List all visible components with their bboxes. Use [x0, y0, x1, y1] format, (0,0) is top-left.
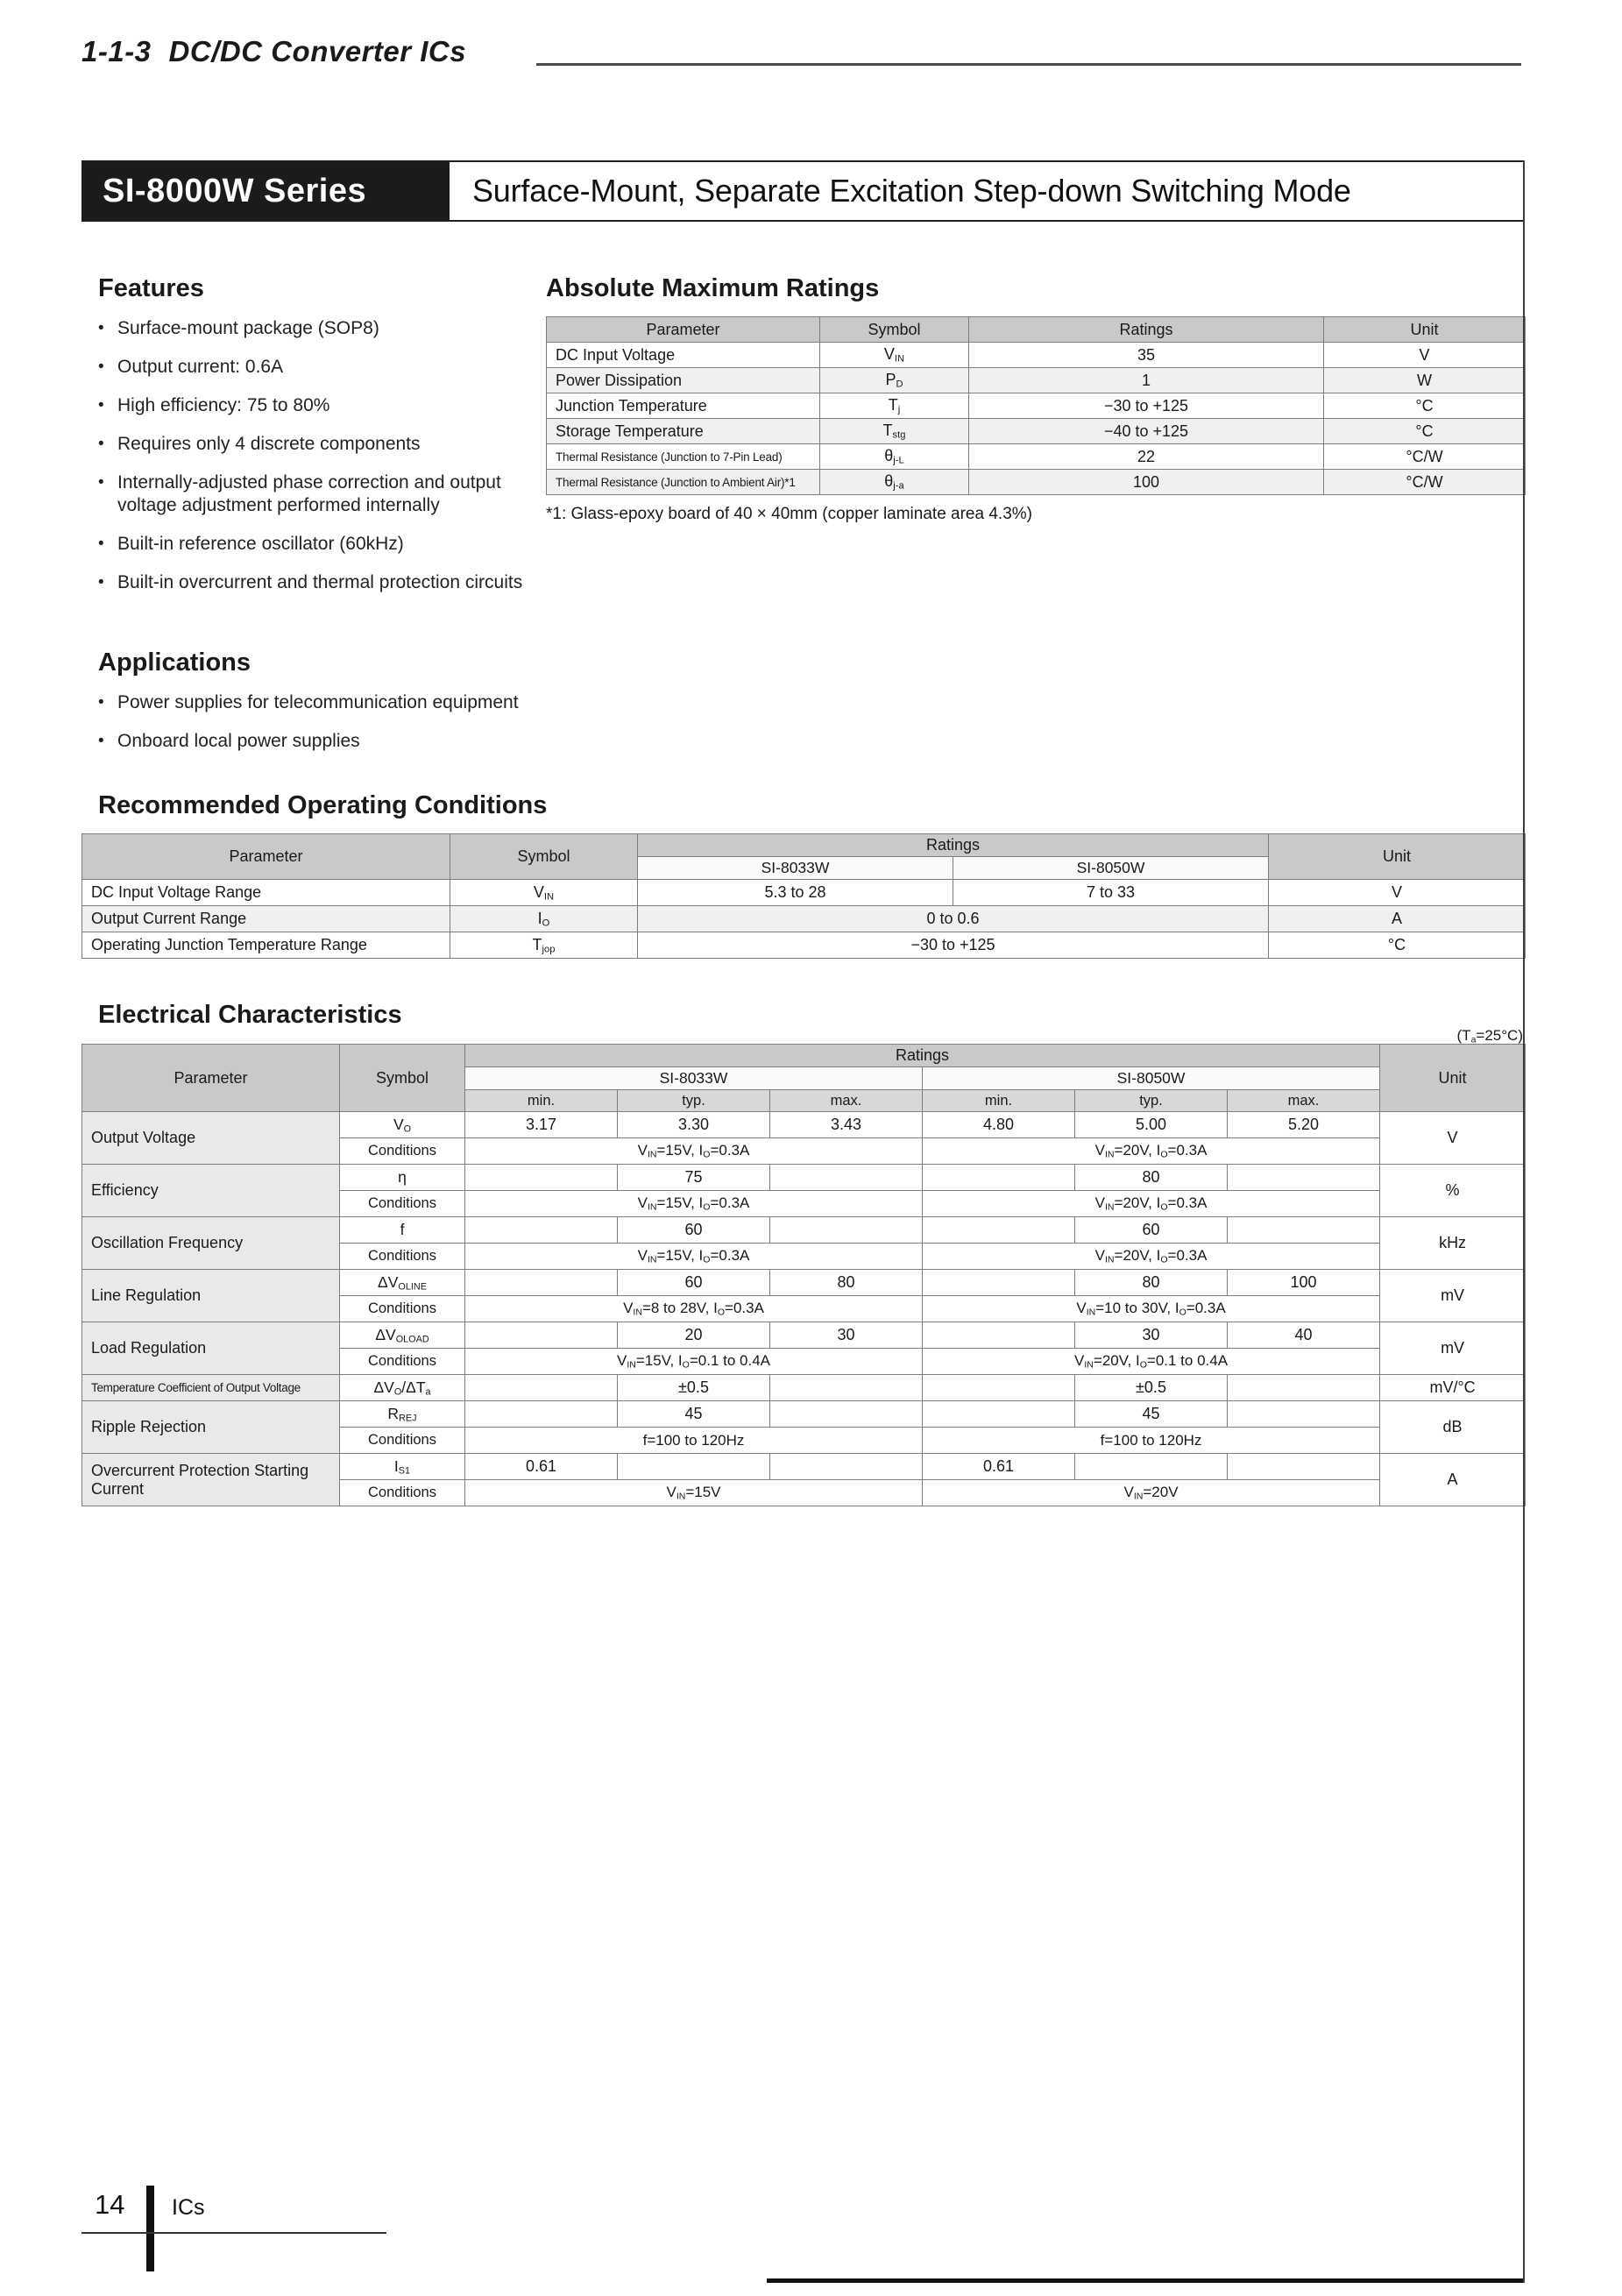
- table-cell: Output Current Range: [82, 906, 450, 932]
- max-column-header: max.: [770, 1090, 923, 1112]
- table-cell: 4.80: [923, 1112, 1075, 1138]
- table-cell: $V_{IN}=15V$, $I_O=0.1$ to 0.4A: [465, 1349, 923, 1375]
- min-column-header: min.: [923, 1090, 1075, 1112]
- bullet-icon: •: [98, 731, 104, 750]
- typ-column-header: typ.: [1075, 1090, 1228, 1112]
- table-cell: $V_{IN}=20V$: [923, 1480, 1380, 1506]
- table-cell: [923, 1270, 1075, 1296]
- table-cell: 75: [618, 1165, 770, 1191]
- page-section-heading: [81, 35, 466, 68]
- table-row: [82, 932, 1526, 959]
- section-title: DC/DC Converter ICs: [168, 35, 467, 67]
- table-row: [547, 368, 1526, 393]
- table-cell: $V_{IN}=15V$, $I_O=0.3A$: [465, 1244, 923, 1270]
- device-column-header: SI-8033W: [638, 857, 953, 880]
- table-header-row: [547, 317, 1526, 343]
- table-cell: [465, 1322, 618, 1349]
- table-cell: $V_{IN}=20V$, $I_O=0.3A$: [923, 1191, 1380, 1217]
- table-cell: 3.30: [618, 1112, 770, 1138]
- table-cell: $P_D$: [820, 368, 969, 393]
- table-cell: −30 to +125: [638, 932, 1269, 959]
- application-item: • Onboard local power supplies: [98, 730, 606, 754]
- table-cell: $V_{IN}=20V$, $I_O=0.3A$: [923, 1244, 1380, 1270]
- table-cell: ±0.5: [1075, 1375, 1228, 1401]
- feature-item: • Built-in reference oscillator (60kHz): [98, 533, 541, 556]
- table-cell: A: [1380, 1454, 1526, 1506]
- bullet-icon: •: [98, 693, 104, 712]
- table-row: [547, 444, 1526, 470]
- table-cell: −40 to +125: [969, 419, 1324, 444]
- max-column-header: max.: [1228, 1090, 1380, 1112]
- bullet-icon: •: [98, 395, 104, 415]
- feature-item: • Internally-adjusted phase correction and output voltage adjustment performed internally: [98, 471, 541, 519]
- table-row: [82, 1217, 1526, 1244]
- bullet-icon: •: [98, 434, 104, 453]
- column-header: Unit: [1380, 1045, 1526, 1112]
- table-cell: V: [1269, 880, 1526, 906]
- amr-heading: Absolute Maximum Ratings: [546, 274, 880, 302]
- ec-heading: Electrical Characteristics: [98, 1001, 402, 1029]
- device-column-header: SI-8033W: [465, 1067, 923, 1090]
- table-cell: [465, 1165, 618, 1191]
- table-row: [82, 1322, 1526, 1349]
- table-cell: $V_{IN}=10$ to 30V, $I_O=0.3A$: [923, 1296, 1380, 1322]
- table-cell: f=100 to 120Hz: [465, 1428, 923, 1454]
- table-row: [82, 1270, 1526, 1296]
- device-column-header: SI-8050W: [923, 1067, 1380, 1090]
- table-cell: $\Delta V_{OLINE}$: [340, 1270, 465, 1296]
- table-row: [82, 1401, 1526, 1428]
- feature-item: • Requires only 4 discrete components: [98, 433, 541, 457]
- section-number: 1-1-3: [81, 35, 152, 67]
- applications-section: [98, 648, 606, 769]
- table-cell: Conditions: [340, 1244, 465, 1270]
- feature-item: • High efficiency: 75 to 80%: [98, 394, 541, 418]
- bullet-icon: •: [98, 535, 104, 554]
- footnote: *1: Glass-epoxy board of 40 × 40mm (copper laminate area 4.3%): [546, 505, 1032, 523]
- table-cell: 40: [1228, 1322, 1380, 1349]
- table-cell: Conditions: [340, 1428, 465, 1454]
- table-row: [547, 393, 1526, 419]
- table-cell: 20: [618, 1322, 770, 1349]
- table-cell: $\theta_{j-a}$: [820, 470, 969, 495]
- table-cell: Conditions: [340, 1191, 465, 1217]
- table-cell: °C: [1324, 393, 1526, 419]
- bullet-icon: •: [98, 472, 104, 492]
- table-cell: [770, 1375, 923, 1401]
- table-cell: [1075, 1454, 1228, 1480]
- series-description: Surface-Mount, Separate Excitation Step-down Switching Mode: [472, 173, 1351, 209]
- footer-divider-bar: [146, 2186, 154, 2271]
- table-cell: Oscillation Frequency: [82, 1217, 340, 1270]
- column-header: Parameter: [82, 1045, 340, 1112]
- column-header: Unit: [1324, 317, 1526, 343]
- table-cell: 45: [1075, 1401, 1228, 1428]
- table-cell: 0 to 0.6: [638, 906, 1269, 932]
- table-cell: [618, 1454, 770, 1480]
- table-cell: [1228, 1165, 1380, 1191]
- table-cell: mV: [1380, 1270, 1526, 1322]
- table-cell: f=100 to 120Hz: [923, 1428, 1380, 1454]
- table-cell: $V_O$: [340, 1112, 465, 1138]
- table-cell: [923, 1322, 1075, 1349]
- table-cell: W: [1324, 368, 1526, 393]
- table-cell: −30 to +125: [969, 393, 1324, 419]
- table-cell: $\theta_{j-L}$: [820, 444, 969, 470]
- table-cell: °C/W: [1324, 470, 1526, 495]
- bullet-icon: •: [98, 319, 104, 337]
- table-cell: 100: [1228, 1270, 1380, 1296]
- column-header: Symbol: [340, 1045, 465, 1112]
- table-cell: [1228, 1401, 1380, 1428]
- table-cell: [770, 1401, 923, 1428]
- table-cell: V: [1380, 1112, 1526, 1165]
- feature-item: • Built-in overcurrent and thermal protection circuits: [98, 571, 541, 595]
- series-banner: [81, 160, 1525, 222]
- table-cell: Load Regulation: [82, 1322, 340, 1375]
- feature-item: • Surface-mount package (SOP8): [98, 317, 541, 341]
- bullet-icon: •: [98, 573, 104, 592]
- table-cell: [465, 1375, 618, 1401]
- table-row: [82, 1112, 1526, 1138]
- table-cell: 3.43: [770, 1112, 923, 1138]
- table-cell: 80: [1075, 1165, 1228, 1191]
- table-cell: $R_{REJ}$: [340, 1401, 465, 1428]
- table-cell: Conditions: [340, 1296, 465, 1322]
- bottom-edge-line: [767, 2278, 1525, 2283]
- ec-table: [81, 1044, 1526, 1506]
- table-cell: 7 to 33: [953, 880, 1269, 906]
- table-cell: %: [1380, 1165, 1526, 1217]
- table-cell: 5.00: [1075, 1112, 1228, 1138]
- table-cell: $V_{IN}$: [450, 880, 638, 906]
- table-cell: $V_{IN}=15V$, $I_O=0.3A$: [465, 1138, 923, 1165]
- device-column-header: SI-8050W: [953, 857, 1269, 880]
- table-cell: [1228, 1375, 1380, 1401]
- table-cell: η: [340, 1165, 465, 1191]
- amr-table: [546, 316, 1526, 495]
- table-cell: $T_j$: [820, 393, 969, 419]
- table-cell: [770, 1165, 923, 1191]
- table-header-row: [82, 834, 1526, 857]
- table-cell: V: [1324, 343, 1526, 368]
- table-cell: $T_{jop}$: [450, 932, 638, 959]
- table-cell: Thermal Resistance (Junction to 7-Pin Lead): [547, 444, 820, 470]
- table-cell: f: [340, 1217, 465, 1244]
- table-cell: 60: [618, 1270, 770, 1296]
- column-header: Symbol: [820, 317, 969, 343]
- table-cell: 35: [969, 343, 1324, 368]
- table-cell: [923, 1375, 1075, 1401]
- table-cell: [1228, 1454, 1380, 1480]
- table-cell: 100: [969, 470, 1324, 495]
- table-cell: 0.61: [923, 1454, 1075, 1480]
- table-cell: 5.20: [1228, 1112, 1380, 1138]
- table-cell: [465, 1401, 618, 1428]
- table-cell: 80: [1075, 1270, 1228, 1296]
- table-cell: Overcurrent Protection Starting Current: [82, 1454, 340, 1506]
- table-cell: $V_{IN}=20V$, $I_O=0.3A$: [923, 1138, 1380, 1165]
- recommended-operating-conditions-section: [81, 791, 1525, 959]
- table-row: [82, 1165, 1526, 1191]
- typ-column-header: typ.: [618, 1090, 770, 1112]
- feature-item: • Output current: 0.6A: [98, 356, 541, 379]
- column-header: Parameter: [547, 317, 820, 343]
- table-cell: Operating Junction Temperature Range: [82, 932, 450, 959]
- table-cell: Temperature Coefficient of Output Voltage: [82, 1375, 340, 1401]
- table-cell: 30: [770, 1322, 923, 1349]
- features-heading: Features: [98, 274, 204, 302]
- table-cell: [465, 1217, 618, 1244]
- table-cell: [1228, 1217, 1380, 1244]
- table-cell: [770, 1454, 923, 1480]
- table-cell: $V_{IN}=15V$: [465, 1480, 923, 1506]
- table-row: [82, 880, 1526, 906]
- table-cell: $\Delta V_{OLOAD}$: [340, 1322, 465, 1349]
- table-cell: $V_{IN}=20V$, $I_O=0.1$ to 0.4A: [923, 1349, 1380, 1375]
- table-cell: 3.17: [465, 1112, 618, 1138]
- table-row: [82, 906, 1526, 932]
- table-cell: Conditions: [340, 1349, 465, 1375]
- table-cell: mV/°C: [1380, 1375, 1526, 1401]
- absolute-maximum-ratings-section: [546, 274, 1525, 524]
- table-row: [547, 419, 1526, 444]
- table-cell: Ripple Rejection: [82, 1401, 340, 1454]
- series-name-box: SI-8000W Series: [81, 162, 450, 220]
- features-list: [98, 317, 541, 595]
- table-cell: Storage Temperature: [547, 419, 820, 444]
- table-cell: [923, 1217, 1075, 1244]
- electrical-characteristics-section: [81, 1001, 1525, 1506]
- table-header-row: [82, 1045, 1526, 1067]
- table-cell: Conditions: [340, 1138, 465, 1165]
- table-cell: Output Voltage: [82, 1112, 340, 1165]
- table-cell: 60: [1075, 1217, 1228, 1244]
- table-cell: Power Dissipation: [547, 368, 820, 393]
- table-cell: $I_O$: [450, 906, 638, 932]
- table-cell: mV: [1380, 1322, 1526, 1375]
- table-cell: 45: [618, 1401, 770, 1428]
- table-cell: °C: [1269, 932, 1526, 959]
- table-cell: 1: [969, 368, 1324, 393]
- table-cell: 5.3 to 28: [638, 880, 953, 906]
- table-cell: ±0.5: [618, 1375, 770, 1401]
- table-cell: 60: [618, 1217, 770, 1244]
- table-cell: Junction Temperature: [547, 393, 820, 419]
- table-cell: dB: [1380, 1401, 1526, 1454]
- temperature-note: $(T_a=25^\circ C)$: [1456, 1027, 1523, 1045]
- table-cell: $V_{IN}$: [820, 343, 969, 368]
- table-cell: $I_{S1}$: [340, 1454, 465, 1480]
- applications-list: [98, 691, 606, 754]
- table-cell: 22: [969, 444, 1324, 470]
- table-cell: 0.61: [465, 1454, 618, 1480]
- table-cell: A: [1269, 906, 1526, 932]
- roc-table: [81, 833, 1526, 959]
- page-right-border: [1523, 160, 1525, 2283]
- table-cell: DC Input Voltage Range: [82, 880, 450, 906]
- table-cell: Line Regulation: [82, 1270, 340, 1322]
- table-cell: Conditions: [340, 1480, 465, 1506]
- heading-rule: [536, 63, 1521, 66]
- features-section: [98, 274, 541, 610]
- footer-rule: [81, 2232, 386, 2234]
- table-cell: $V_{IN}=8$ to 28V, $I_O=0.3A$: [465, 1296, 923, 1322]
- footer-chapter-label: ICs: [172, 2195, 205, 2220]
- table-cell: [770, 1217, 923, 1244]
- table-cell: [465, 1270, 618, 1296]
- min-column-header: min.: [465, 1090, 618, 1112]
- table-cell: [923, 1401, 1075, 1428]
- table-cell: $T_{stg}$: [820, 419, 969, 444]
- column-header: Ratings: [465, 1045, 1380, 1067]
- application-item: • Power supplies for telecommunication equipment: [98, 691, 606, 715]
- table-row: [82, 1375, 1526, 1401]
- column-header: Parameter: [82, 834, 450, 880]
- table-cell: °C/W: [1324, 444, 1526, 470]
- table-cell: Thermal Resistance (Junction to Ambient Air)*1: [547, 470, 820, 495]
- table-cell: [923, 1165, 1075, 1191]
- table-cell: 30: [1075, 1322, 1228, 1349]
- table-cell: Efficiency: [82, 1165, 340, 1217]
- table-cell: $V_{IN}=15V$, $I_O=0.3A$: [465, 1191, 923, 1217]
- page-number: 14: [95, 2189, 125, 2220]
- column-header: Ratings: [638, 834, 1269, 857]
- column-header: Unit: [1269, 834, 1526, 880]
- table-row: [547, 470, 1526, 495]
- table-row: [547, 343, 1526, 368]
- table-cell: $\Delta V_O/\Delta T_a$: [340, 1375, 465, 1401]
- applications-heading: Applications: [98, 648, 251, 677]
- table-cell: 80: [770, 1270, 923, 1296]
- table-row: [82, 1454, 1526, 1480]
- bullet-icon: •: [98, 357, 104, 376]
- table-cell: DC Input Voltage: [547, 343, 820, 368]
- table-cell: °C: [1324, 419, 1526, 444]
- roc-heading: Recommended Operating Conditions: [98, 791, 548, 819]
- column-header: Ratings: [969, 317, 1324, 343]
- column-header: Symbol: [450, 834, 638, 880]
- table-cell: kHz: [1380, 1217, 1526, 1270]
